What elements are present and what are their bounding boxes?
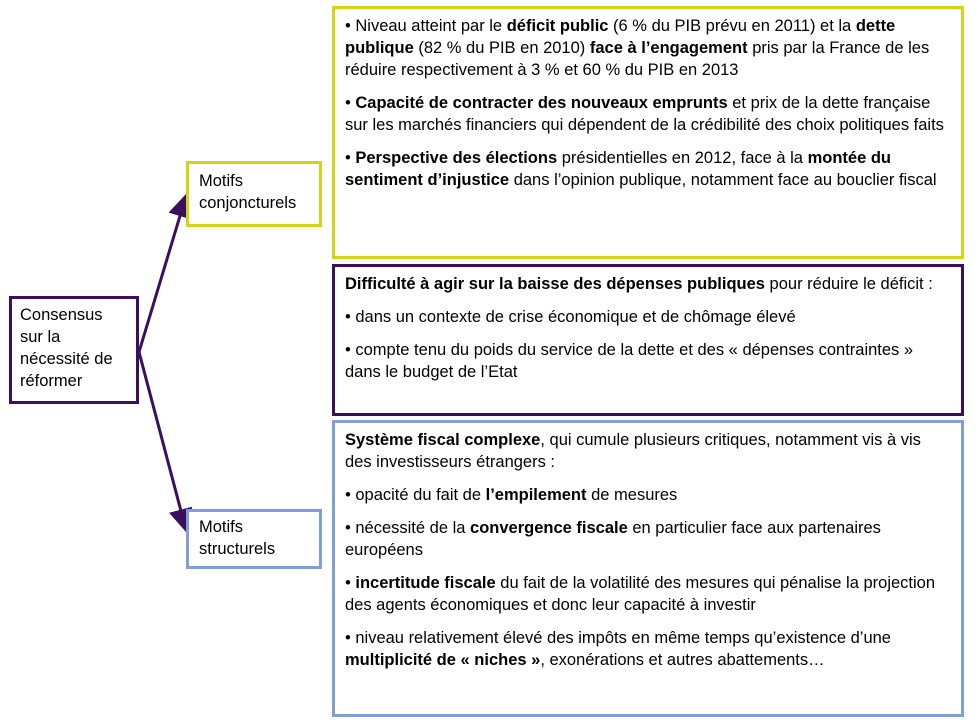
arrow-to-motifs-structurels [139,352,186,530]
text: , qui cumule plusieurs critiques, notamment vis à vis des investisseurs étrangers : [345,431,921,471]
depenses-details-box [332,264,964,416]
bold-text: face à l’engagement [589,39,748,57]
bold-text: convergence fiscale [470,519,628,537]
text: • opacité du fait de [345,486,486,504]
bold-text: l’empilement [485,486,587,504]
bold-text: déficit public [506,17,609,35]
bold-text: montée du sentiment d’injustice [345,149,891,189]
text: présidentielles en 2012, face à la [557,149,808,167]
bold-text: Capacité de contracter des nouveaux emprunts [355,94,728,112]
text: • nécessité de la [345,519,471,537]
text: • [345,94,356,112]
text: en particulier face aux partenaires européens [345,519,881,559]
bold-text: Perspective des élections [355,149,558,167]
arrow-to-motifs-conjoncturels [139,196,186,352]
text: • dans un contexte de crise économique et de chômage élevé [345,308,796,326]
text: et prix de la dette française sur les marchés financiers qui dépendent de la crédibilité des choix politiques faits [345,94,944,134]
bullet-paragraph [345,273,951,295]
bullet-paragraph [345,15,951,81]
text: du fait de la volatilité des mesures qui pénalise la projection des agents économiques et donc leur capacité à investir [345,574,936,614]
bullet-paragraph [345,147,951,191]
text: (82 % du PIB en 2010) [413,39,590,57]
motifs-structurels-label: Motifs structurels [199,518,276,558]
bold-text: incertitude fiscale [355,574,496,592]
motifs-conjoncturels-box [186,161,322,227]
root-label: Consensus sur la nécessité de réformer [20,306,113,390]
bold-text: Système fiscal complexe [345,431,541,449]
motifs-structurels-box [186,509,322,569]
root-consensus-box [9,296,139,404]
bullet-paragraph [345,517,951,561]
text: de mesures [586,486,678,504]
text: , exonérations et autres abattements… [540,651,825,669]
text: • Niveau atteint par le [345,17,507,35]
bullet-paragraph [345,92,951,136]
bullet-paragraph [345,429,951,473]
text: • compte tenu du poids du service de la dette et des « dépenses contraintes » dans le budget de l’Etat [345,341,914,381]
bullet-paragraph [345,339,951,383]
text: (6 % du PIB prévu en 2011) et la [608,17,856,35]
structurels-details-box [332,420,964,717]
text: pris par la France de les réduire respectivement à 3 % et 60 % du PIB en 2013 [345,39,930,79]
text: pour réduire le déficit : [764,275,933,293]
bullet-paragraph [345,572,951,616]
motifs-conjoncturels-label: Motifs conjoncturels [199,172,297,212]
bold-text: Difficulté à agir sur la baisse des dépenses publiques [345,275,765,293]
bullet-paragraph [345,627,951,671]
bold-text: dette publique [345,17,896,57]
text: • [345,149,356,167]
text: • [345,574,356,592]
bullet-paragraph [345,484,951,506]
bullet-paragraph [345,306,951,328]
text: dans l’opinion publique, notamment face au bouclier fiscal [509,171,937,189]
bold-text: multiplicité de « niches » [345,651,541,669]
text: • niveau relativement élevé des impôts en même temps qu’existence d’une [345,629,891,647]
conjoncturels-details-box [332,6,964,259]
